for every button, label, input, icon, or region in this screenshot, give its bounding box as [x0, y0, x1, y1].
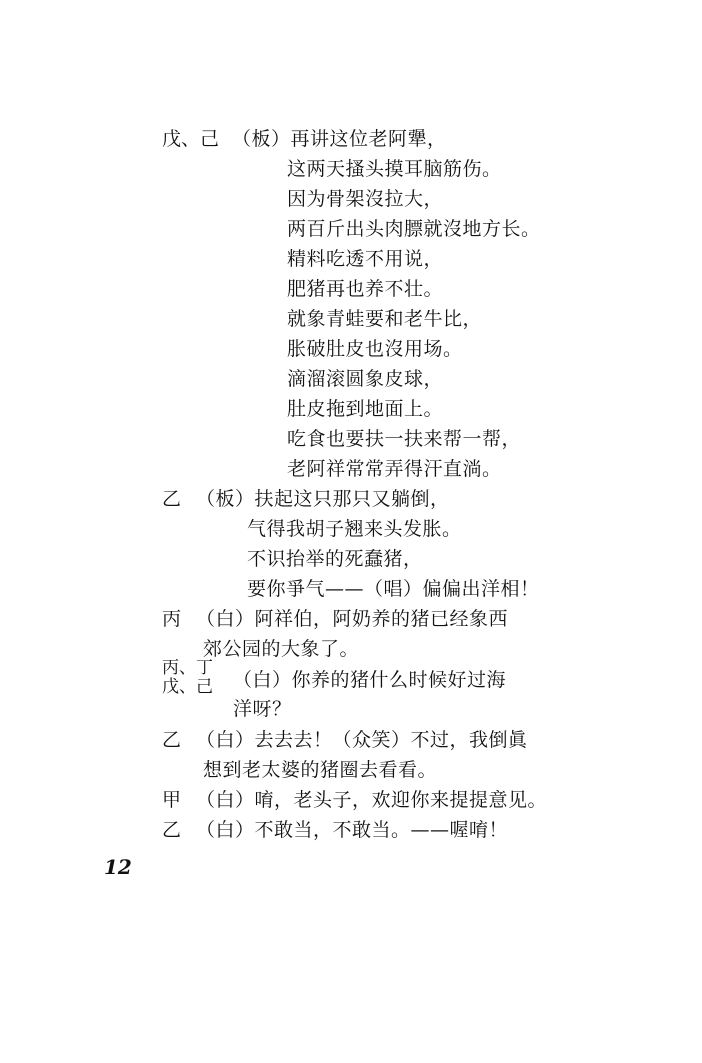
dialogue-line: （白）不敢当，不敢当。——喔唷！ — [196, 819, 509, 841]
speaker-label: 丙 — [162, 608, 182, 630]
verse-line: 老阿祥常常弄得汗直淌。 — [287, 458, 502, 480]
verse-line: （板）再讲这位老阿犟， — [232, 128, 447, 150]
verse-line: 气得我胡子翘来头发胀。 — [247, 518, 462, 540]
verse-line: 吃食也要扶一扶来帮一帮， — [287, 428, 522, 450]
speaker-label: 戊、己 — [162, 128, 220, 150]
dialogue-line: （白）你养的猪什么时候好过海 — [233, 669, 507, 691]
verse-line: 不识抬举的死蠢猪， — [247, 548, 423, 570]
dialogue-line: （白）唷，老头子，欢迎你来提提意见。 — [196, 789, 548, 811]
speaker-label: 乙 — [162, 819, 182, 841]
verse-line: 肥猪再也养不壮。 — [287, 278, 444, 300]
speaker-label-top: 丙、丁 — [162, 658, 213, 678]
verse-line: 滴溜滚圆象皮球， — [287, 368, 444, 390]
speaker-label: 乙 — [162, 729, 182, 751]
speaker-label: 乙 — [162, 488, 182, 510]
verse-line: 肚皮拖到地面上。 — [287, 398, 444, 420]
verse-line: 因为骨架沒拉大， — [287, 188, 444, 210]
dialogue-line: 洋呀？ — [233, 698, 292, 720]
verse-line: 精料吃透不用说， — [287, 248, 444, 270]
verse-line: 胀破肚皮也沒用场。 — [287, 338, 463, 360]
verse-line: （板）扶起这只那只又躺倒， — [196, 488, 450, 510]
dialogue-line: 郊公园的大象了。 — [203, 638, 360, 660]
verse-line: 要你爭气——（唱）偏偏出洋相！ — [247, 578, 540, 600]
speaker-label-bottom: 戊、己 — [162, 677, 213, 697]
verse-line: 这两天搔头摸耳脑筋伤。 — [287, 158, 502, 180]
dialogue-line: （白）去去去！（众笑）不过，我倒眞 — [196, 729, 528, 751]
page-number: 12 — [104, 855, 132, 879]
verse-line: 就象青蛙要和老牛比， — [287, 308, 483, 330]
verse-line: 两百斤出头肉膘就沒地方长。 — [287, 218, 541, 240]
dialogue-line: （白）阿祥伯，阿奶养的猪已经象西 — [196, 608, 509, 630]
speaker-label: 甲 — [162, 789, 182, 811]
dialogue-line: 想到老太婆的猪圈去看看。 — [203, 759, 438, 781]
